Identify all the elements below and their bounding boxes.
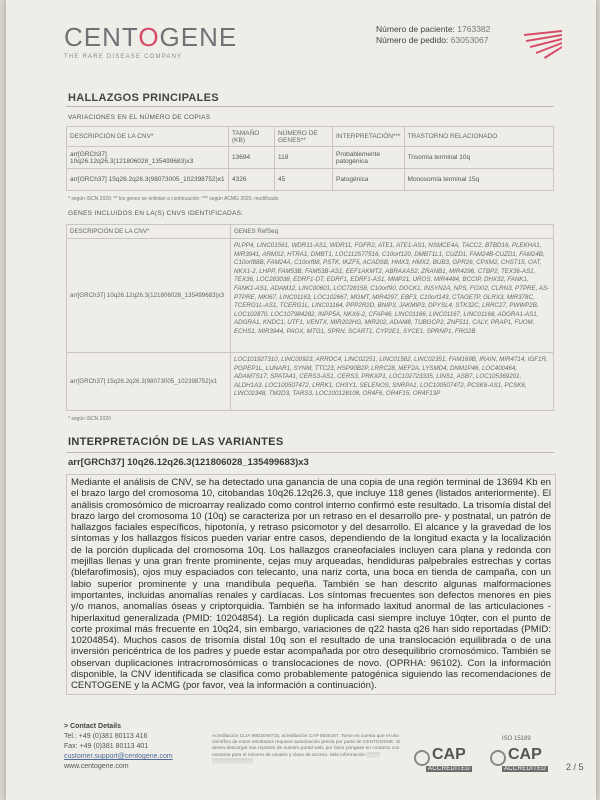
cnv-size: 13694 [229,147,275,169]
cap-accredited-label: ACCREDITED [428,766,471,772]
contact-email-link[interactable]: customer.support@centogene.com [64,753,173,760]
section-divider [66,452,554,453]
cap-accredited-label: ACCREDITED [504,766,547,772]
col-cnv-description: DESCRIPCIÓN DE LA CNV* [67,225,231,239]
cap-accredited-badge [414,744,472,784]
section-divider [66,106,554,107]
cap-seal-icon [490,750,506,766]
contact-title: > Contact Details [64,723,121,730]
cnv-subtitle: VARIACIONES EN EL NÚMERO DE COPIAS [68,114,211,121]
logo-tagline: THE RARE DISEASE COMPANY [64,54,183,60]
col-gene-count: NÚMERO DE GENES** [275,127,333,147]
col-size: TAMAÑO (KB) [229,127,275,147]
cnv-size: 4326 [229,169,275,191]
order-number-label: Número de pedido: [376,35,449,45]
cap-badge-text: CAP [432,746,466,763]
main-findings-title: HALLAZGOS PRINCIPALES [68,92,219,104]
contact-web-link[interactable]: www.centogene.com [64,763,129,770]
cnv-description: arr[GRCh37] 10q26.12q26.3(121806028_135499683)x3 [67,147,229,169]
page-number: 2 / 5 [566,762,584,772]
contact-fax: Fax: +49 (0)381 80113 401 [64,743,149,750]
report-page [6,0,596,800]
interpretation-title: INTERPRETACIÓN DE LAS VARIANTES [68,436,284,448]
brand-fan-icon [522,20,566,64]
logo-wordmark: CENTOGENE [64,22,238,52]
accreditation-note: Acreditación CLIA 99D2049715, acreditación CAP 8005167. Tome en cuenta que el uso científico de estos resultados requiere autorización previa por parte de CENTOGENE. Si desea descargar sus reportes de nuestro portal web, por favor póngase en contacto con nosotros para el número de usuario y clave de acceso. Más información ░░░░ ░░░░░░░░░░░░ [212,734,401,764]
col-interpretation: INTERPRETACIÓN*** [333,127,405,147]
cnv-interpretation: Probablemente patogénica [333,147,405,169]
interpretation-text: Mediante el análisis de CNV, se ha detectado una ganancia de una copia de una región terminal de 13694 Kb en el brazo largo del cromosoma 10, citobandas 10q26.12q26.3, que incluye 118 genes (listados anteriormente). El análisis cromosómico de microarray realizado como control interno confirmó este resultado. La trisomía distal del brazo largo del cromosoma 10 (10q) se caracteriza por un retraso en el desarrollo pre- y postnatal, un patrón de hallazgos faciales específicos, hipotonía, y retraso psicomotor y del desarrollo. El alcance y la gravedad de los síntomas y los hallazgos físicos pueden variar entre casos, dependiendo de la longitud exacta y la localización de la porción duplicada del cromosoma 10q. Los hallazgos craneofaciales incluyen cara plana y redonda con mejillas llenas y una gran frente prominente, cejas muy arqueadas, hendiduras palpebrales estrechas y cortas (blefarofimosis), ojos muy espaciados con telecanto, una nariz corta, una boca en tienda de campaña, con un labio superior prominente y una mandíbula pequeña. También se han descrito algunas malformaciones importantes, incluidas anomalías renales y cardíacas. Los síntomas frecuentes son defectos menores en pies y/o manos, anomalías óseas y criptorquidia. También se ha informado laxitud anormal de las articulaciones - hiperlaxitud generalizada (PMID: 10204854). La región duplicada casi siempre incluye 10qter, con el punto de corte proximal más frecuente en 10q24, sin embargo, variaciones de q22 hasta q26 han sido reportadas (PMID: 10204854). Muchos casos de trisomía distal 10q son el resultado de una translocación equilibrada o de una inversión pericéntrica de los padres y puede estar acompañada por otro desequilibrio cromosómico. También se observan duplicaciones intracromosómicas o translocaciones de novo. (OPRHA: 96102). Con la información disponible, la CNV identificada se clasifica como probablemente patogénica siguiendo las recomendaciones de CENTOGENE y la ACMG (por favor, vea la información a continuación). [66,474,556,695]
contact-tel: Tel.: +49 (0)381 80113 416 [64,733,148,740]
genes-footnote: * según ISCN 2020 [68,416,111,422]
cnv-table [66,126,554,191]
variant-heading: arr[GRCh37] 10q26.12q26.3(121806028_135499683)x3 [68,457,309,468]
patient-ids [376,24,490,46]
cap-badge-text: CAP [508,746,542,763]
centogene-logo [64,22,237,60]
cnv-description: arr[GRCh37] 15q26.2q26.3(98073005_102398752)x1 [67,169,229,191]
table-row [67,169,554,191]
table-row [67,239,554,353]
cnv-description: arr[GRCh37] 15q26.2q26.3(98073005_102398752)x1 [67,353,231,411]
cnv-disorder: Trisomía terminal 10q [404,147,553,169]
cap-seal-icon [414,750,430,766]
contact-details [64,722,173,772]
cnv-interpretation: Patogénica [333,169,405,191]
gene-list: LOC101927310, LINC00923, ARRDC4, LINC02251, LINC01582, LINC02351, FAM169B, IRAIN, MIR4714, IGF1R, PGPEP1L, LUNAR1, SYNM, TTC23, HSP90B2P, LRRC28, MEF2A, LYSMD4, DNM1P46, LOC400464, ADAMTS17, SPATA41, CERS3-AS1, CERS3, PRKXP1, LOC102723335, LINS1, ASB7, LOC105369201, ALDH1A3, LOC100507472, LRRK1, CHSY1, SELENOS, SNRPA1, LOC100507472, PCSK6-AS1, PCSK6, LINC02348, TM2D3, TARS3, LOC100128108, OR4F6, OR4F15, OR4F13P [231,353,554,411]
genes-table [66,224,554,411]
genes-table-header [67,225,554,239]
cnv-footnote: * según ISCN 2020; ** los genes se enlistan a continuación; *** según ACMG 2020, modificado [68,196,279,202]
cnv-description: arr[GRCh37] 10q26.12q26.3(121806028_135499683)x3 [67,239,231,353]
col-refseq-genes: GENES RefSeq [231,225,554,239]
table-row [67,353,554,411]
cap-accredited-badge-iso [490,744,548,784]
gene-list: PLPP4, LINC01561, WDR11-AS1, WDR11, FGFR2, ATE1, ATE1-AS1, NSMCE4A, TACC2, BTBD16, PLEKHA1, MIR3941, ARMS2, HTRA1, DMBT1, LOC112577516, C10orf120, DMBT1L1, CUZD1, FAM24B-CUZD1, FAM24B, C10orf88B, FAM24A, C10orf88, PSTK, IKZF5, ACADSB, HMX3, HMX2, BUB3, GPR26, CPXM2, CHST15, OAT, NKX1-2, LHPP, FAM53B, FAM53B-AS1, EEF1AKMT2, ABRAXAS2, ZRANB1, MIR4296, CTBP2, TEX36-AS1, TEX36, LOC283038, EDRF1-DT, EDRF1, EDRF1-AS1, MMP21, UROS, MIR4484, BCCIP, DHX32, FANK1, FANK1-AS1, ADAM12, LINC00601, LOC728158, C10orf90, DOCK1, INSYN2A, NPS, FOXI2, CLRN3, PTPRE, AS-PTPRE, MKI67, LINC01163, LOC102667, MGMT, MIR4297, EBF3, C10orf143, CTAGE7P, GLRX3, MIR378C, TCERG1L-AS1, TCERG1L, LINC01164, PPP2R2D, BNIP3, JAKMIP3, DPYSL4, STK32C, LRRC27, PWWP2B, LOC102870, LOC107984282, INPP5A, NKX6-2, CFAP46, LINC01166, LINC01167, LINC01168, ADGRA1-AS1, ADGRA1, KNDC1, UTF1, VENTX, MIR202HG, MIR202, ADAM8, TUBGCP2, ZNF511, CALY, PRAP1, FUOM, ECHS1, MIR3944, PAOX, MTG1, SPRN, SCART1, CYP2E1, SYCE1, SPRNP1, FRG2B [231,239,554,353]
patient-number-value: 1763382 [457,24,491,34]
cnv-gene-count: 118 [275,147,333,169]
col-cnv-description: DESCRIPCIÓN DE LA CNV* [67,127,229,147]
cnv-gene-count: 45 [275,169,333,191]
table-row [67,147,554,169]
cnv-table-header [67,127,554,147]
iso-label: ISO 15189 [502,736,531,742]
genes-subtitle: GENES INCLUIDOS EN LA(S) CNVS IDENTIFICADAS: [68,210,244,217]
patient-number-label: Número de paciente: [376,24,455,34]
order-number-value: 63053067 [450,35,489,45]
col-related-disorder: TRASTORNO RELACIONADO [404,127,553,147]
cnv-disorder: Monosomía terminal 15q [404,169,553,191]
